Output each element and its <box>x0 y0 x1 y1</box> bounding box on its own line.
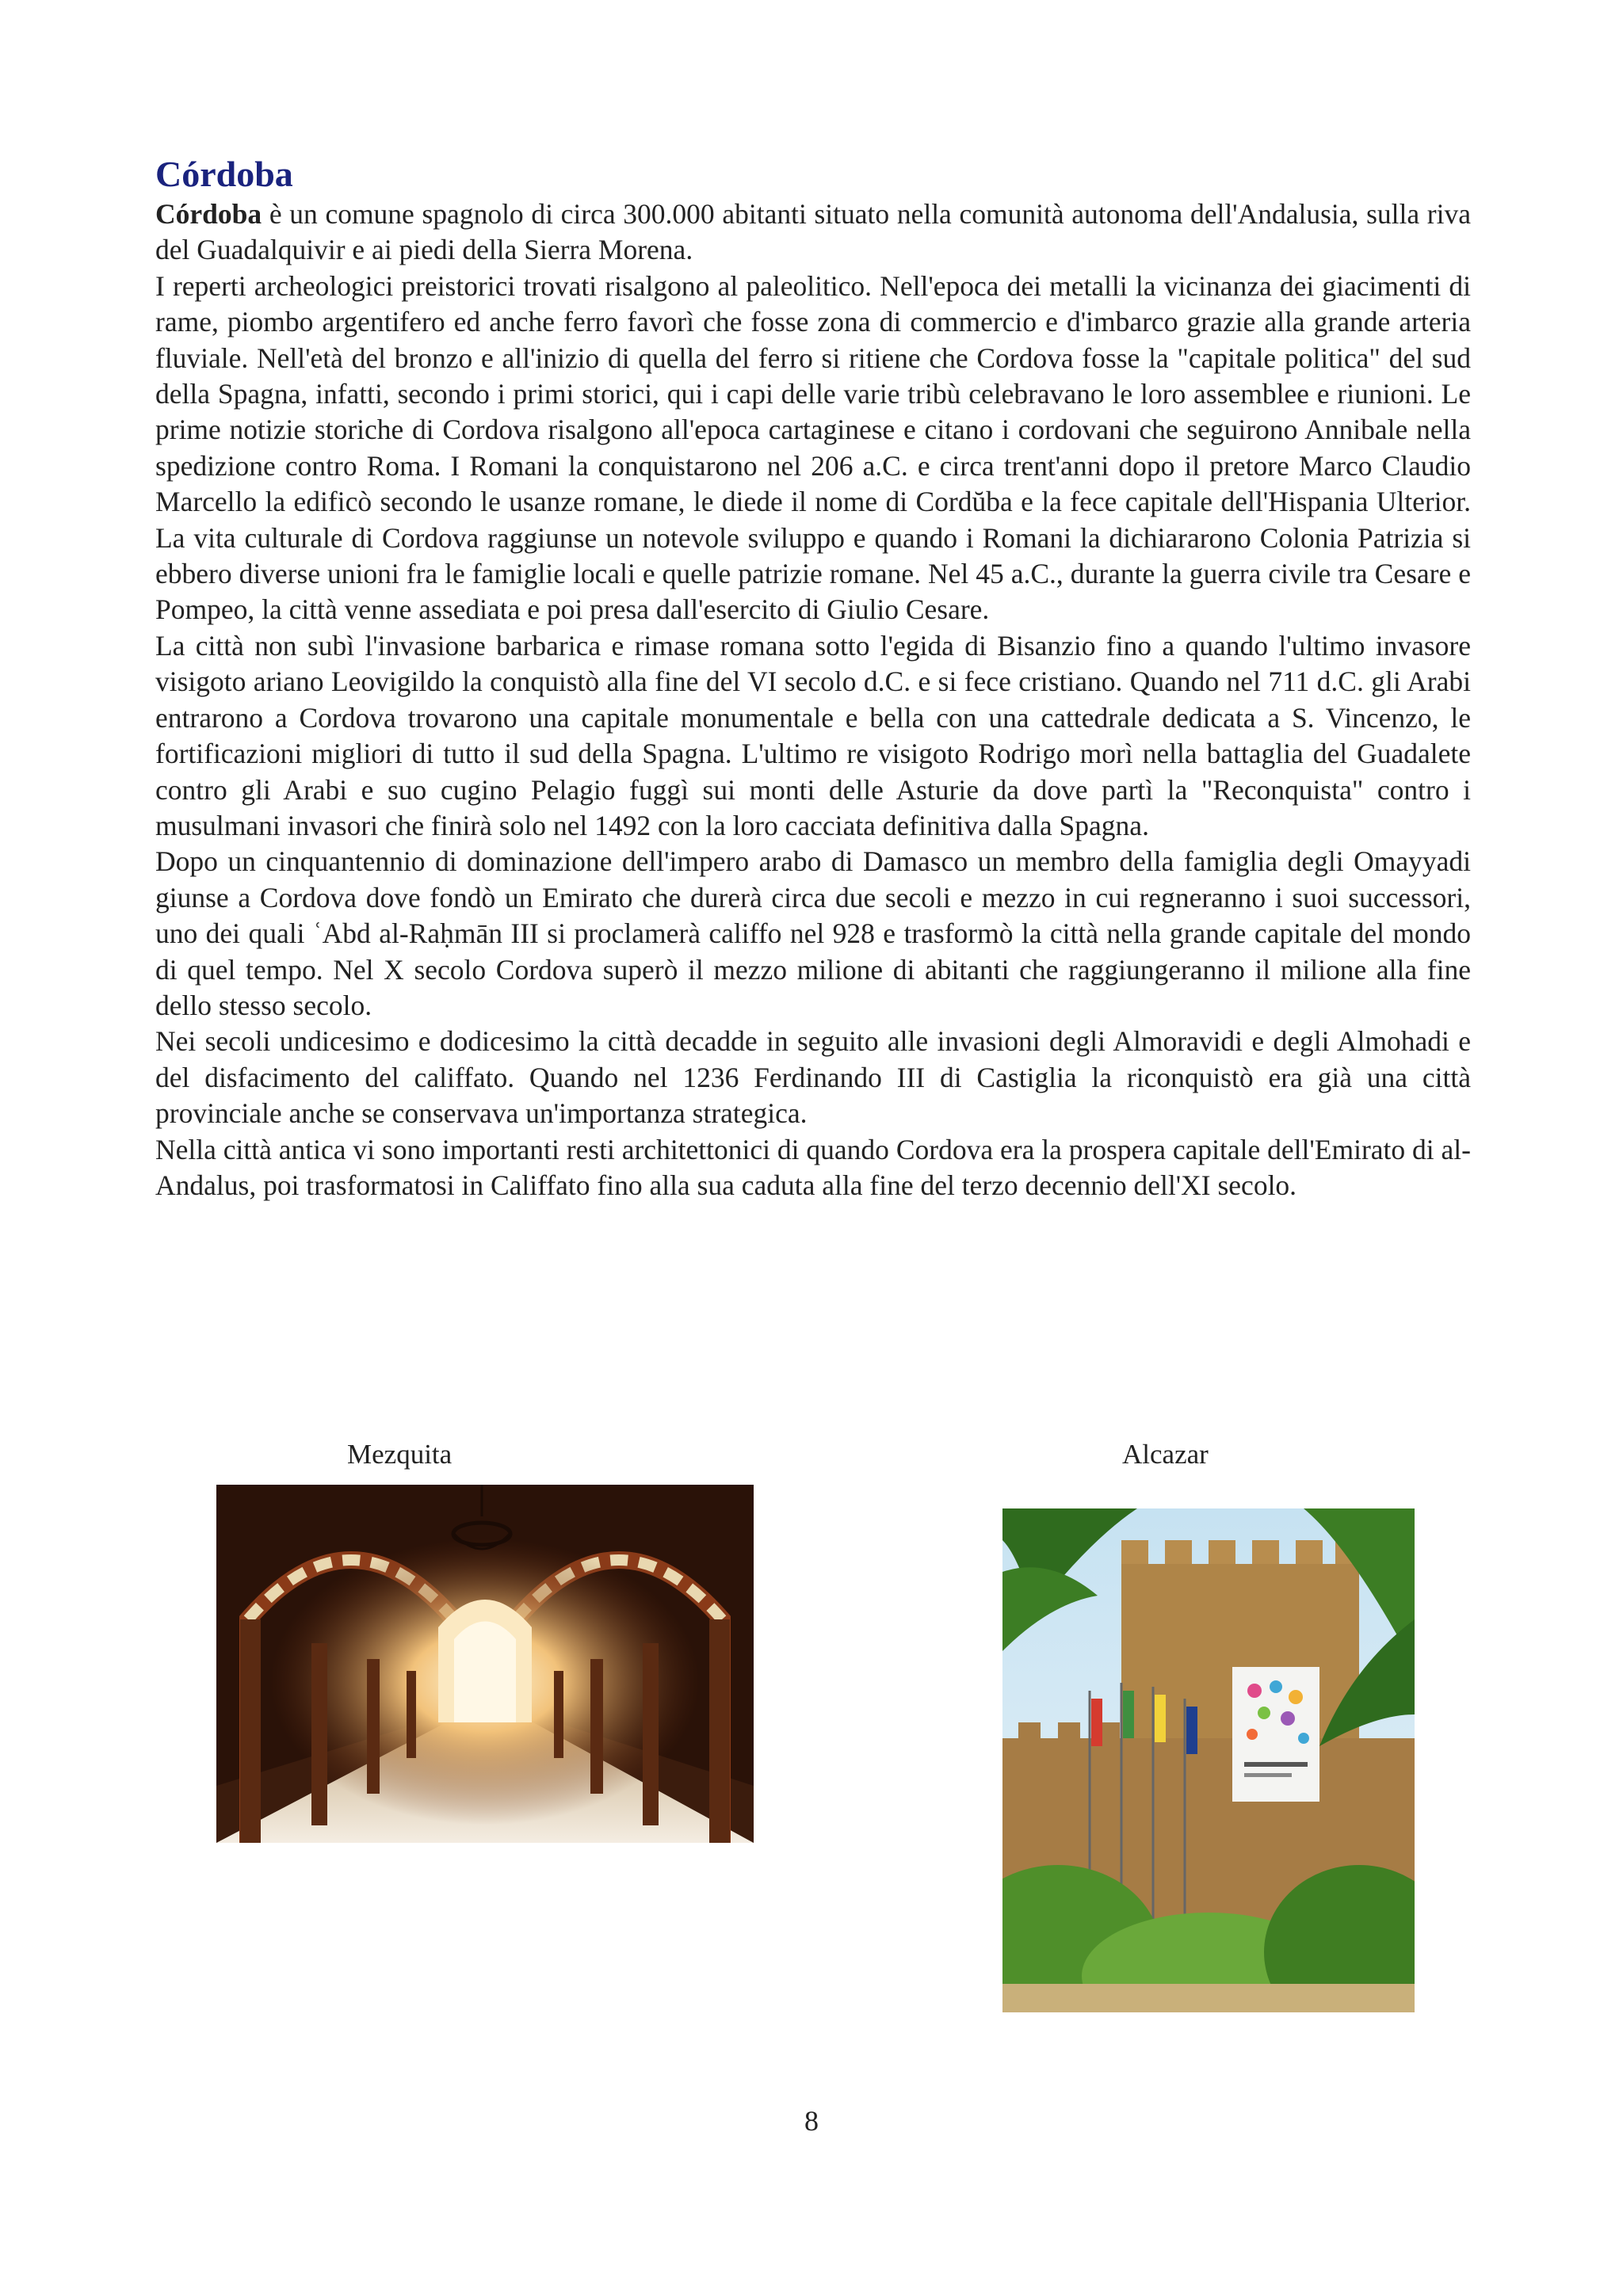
page-title: Córdoba <box>155 154 293 194</box>
paragraph-history-emirate: Dopo un cinquantennio di dominazione dell'impero arabo di Damasco un membro della famiglia degli Omayyadi giunse a Cordova dove fondò un Emirato che durerà circa due secoli e mezzo in cui regneranno i suoi successori, uno dei quali ʿAbd al-Raḥmān III si proclamerà califfo nel 928 e trasformò la città nella grande capitale del mondo di quel tempo. Nel X secolo Cordova superò il mezzo milione di abitanti che raggiungeranno il milione alla fine dello stesso secolo. <box>155 845 1471 1021</box>
alcazar-photo <box>1002 1508 1415 2012</box>
paragraph-history-decline: Nei secoli undicesimo e dodicesimo la città decadde in seguito alle invasioni degli Almoravidi e degli Almohadi e del disfacimento del califfato. Quando nel 1236 Ferdinando III di Castiglia la riconquistò era già una città provinciale anche se conservava un'importanza strategica. <box>155 1025 1471 1130</box>
paragraph-history-visigoth: La città non subì l'invasione barbarica e rimase romana sotto l'egida di Bisanzio fino a quando l'ultimo invasore visigoto ariano Leovigildo la conquistò alla fine del VI secolo d.C. e si fece cristiano. Quando nel 711 d.C. gli Arabi entrarono a Cordova trovarono una capitale monumentale e bella con una cattedrale dedicata a S. Vincenzo, le fortificazioni migliori di tutto il sud della Spagna. L'ultimo re visigoto Rodrigo morì nella battaglia del Guadalete contro gli Arabi e suo cugino Pelagio fuggì sui monti delle Asturie da dove partì la "Reconquista" contro i musulmani invasori che finirà solo nel 1492 con la loro cacciata definitiva dalla Spagna. <box>155 629 1471 841</box>
article-body <box>155 152 1471 1203</box>
mezquita-illustration <box>216 1485 754 1843</box>
intro-text: è un comune spagnolo di circa 300.000 abitanti situato nella comunità autonoma dell'Andalusia, sulla riva del Guadalquivir e ai piedi della Sierra Morena. <box>155 198 1471 266</box>
alcazar-illustration <box>1002 1508 1415 2012</box>
mezquita-caption: Mezquita <box>347 1439 453 1470</box>
page-number: 8 <box>804 2105 819 2137</box>
paragraph-old-town: Nella città antica vi sono importanti resti architettonici di quando Cordova era la prospera capitale dell'Emirato di al-Andalus, poi trasformatosi in Califfato fino alla sua caduta alla fine del terzo decennio dell'XI secolo. <box>155 1133 1471 1201</box>
intro-bold-term: Córdoba <box>155 198 262 230</box>
paragraph-history-ancient: I reperti archeologici preistorici trovati risalgono al paleolitico. Nell'epoca dei metalli la vicinanza dei giacimenti di rame, piombo argentifero ed anche ferro favorì che fosse zona di commercio e d'imbarco grazie alla grande arteria fluviale. Nell'età del bronzo e all'inizio di quella del ferro si ritiene che Cordova fosse la "capitale politica" del sud della Spagna, infatti, secondo i primi storici, qui i capi delle varie tribù celebravano le loro assemblee e riunioni. Le prime notizie storiche di Cordova risalgono all'epoca cartaginese e citano i cordovani che seguirono Annibale nella spedizione contro Roma. I Romani la conquistarono nel 206 a.C. e circa trent'anni dopo il pretore Marco Claudio Marcello la edificò secondo le usanze romane, le diede il nome di Cordŭba e la fece capitale dell'Hispania Ulterior. La vita culturale di Cordova raggiunse un notevole sviluppo e quando i Romani la dichiararono Colonia Patrizia si ebbero diverse unioni fra le famiglie locali e quelle patrizie romane. Nel 45 a.C., durante la guerra civile tra Cesare e Pompeo, la città venne assediata e poi presa dall'esercito di Giulio Cesare. <box>155 269 1471 626</box>
paragraph-intro <box>155 196 1471 269</box>
alcazar-caption: Alcazar <box>1122 1439 1209 1470</box>
mezquita-photo <box>216 1485 754 1843</box>
